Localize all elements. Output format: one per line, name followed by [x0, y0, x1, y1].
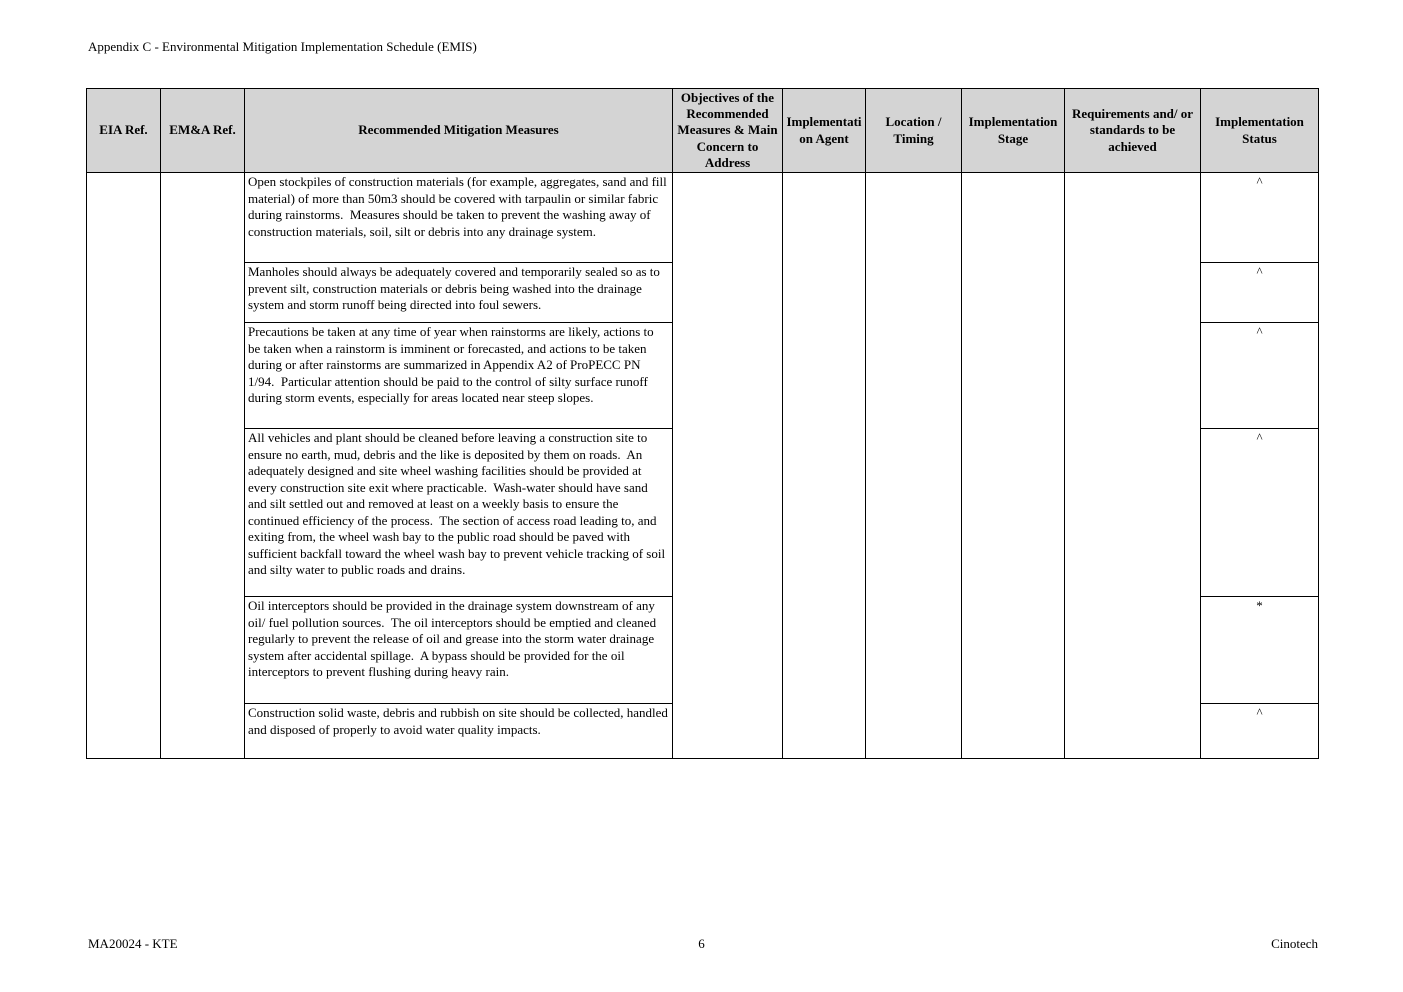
col-header-status: Implementation Status — [1201, 89, 1319, 173]
col-header-ema-ref: EM&A Ref. — [161, 89, 245, 173]
status-cell: ^ — [1201, 704, 1319, 759]
measure-cell: Construction solid waste, debris and rubbish on site should be collected, handled and disposed of properly to avoid water quality impacts. — [245, 704, 673, 759]
ema-ref-cell — [161, 173, 245, 759]
footer-company: Cinotech — [1271, 936, 1318, 951]
footer-page-number: 6 — [698, 936, 705, 951]
col-header-requirements: Requirements and/ or standards to be achieved — [1065, 89, 1201, 173]
col-header-eia-ref: EIA Ref. — [87, 89, 161, 173]
col-header-objectives: Objectives of the Recommended Measures & Main Concern to Address — [673, 89, 783, 173]
agent-cell — [783, 173, 866, 759]
status-cell: ^ — [1201, 173, 1319, 263]
objectives-cell — [673, 173, 783, 759]
status-cell: ^ — [1201, 263, 1319, 323]
footer-project-ref: MA20024 - KTE — [88, 936, 178, 951]
status-cell: ^ — [1201, 323, 1319, 429]
col-header-stage: Implementation Stage — [962, 89, 1065, 173]
col-header-agent: Implementation Agent — [783, 89, 866, 173]
page-title: Appendix C - Environmental Mitigation Implementation Schedule (EMIS) — [88, 39, 477, 54]
col-header-measures: Recommended Mitigation Measures — [245, 89, 673, 173]
location-timing-cell — [866, 173, 962, 759]
status-cell: * — [1201, 597, 1319, 704]
table-header-row — [87, 89, 1319, 173]
status-cell: ^ — [1201, 429, 1319, 597]
stage-cell — [962, 173, 1065, 759]
emis-table — [86, 88, 1319, 759]
col-header-location-timing: Location / Timing — [866, 89, 962, 173]
requirements-cell — [1065, 173, 1201, 759]
measure-cell: All vehicles and plant should be cleaned before leaving a construction site to ensure no earth, mud, debris and the like is deposited by them on roads. An adequately designed and site wheel washing facilities should be provided at every construction site exit where practicable. Wash-water should have sand and silt settled out and removed at least on a weekly basis to ensure the continued efficiency of the process. The section of access road leading to, and exiting from, the wheel wash bay to the public road should be paved with sufficient backfall toward the wheel wash bay to prevent vehicle tracking of soil and silty water to public roads and drains. — [245, 429, 673, 597]
table-row — [87, 173, 1319, 263]
measure-cell: Open stockpiles of construction materials (for example, aggregates, sand and fill material) of more than 50m3 should be covered with tarpaulin or similar fabric during rainstorms. Measures should be taken to prevent the washing away of construction materials, soil, silt or debris into any drainage system. — [245, 173, 673, 263]
eia-ref-cell — [87, 173, 161, 759]
measure-cell: Oil interceptors should be provided in the drainage system downstream of any oil/ fuel pollution sources. The oil interceptors should be emptied and cleaned regularly to prevent the release of oil and grease into the storm water drainage system after accidental spillage. A bypass should be provided for the oil interceptors to prevent flushing during heavy rain. — [245, 597, 673, 704]
measure-cell: Manholes should always be adequately covered and temporarily sealed so as to prevent silt, construction materials or debris being washed into the drainage system and storm runoff being directed into foul sewers. — [245, 263, 673, 323]
measure-cell: Precautions be taken at any time of year when rainstorms are likely, actions to be taken when a rainstorm is imminent or forecasted, and actions to be taken during or after rainstorms are summarized in Appendix A2 of ProPECC PN 1/94. Particular attention should be paid to the control of silty surface runoff during storm events, especially for areas located near steep slopes. — [245, 323, 673, 429]
